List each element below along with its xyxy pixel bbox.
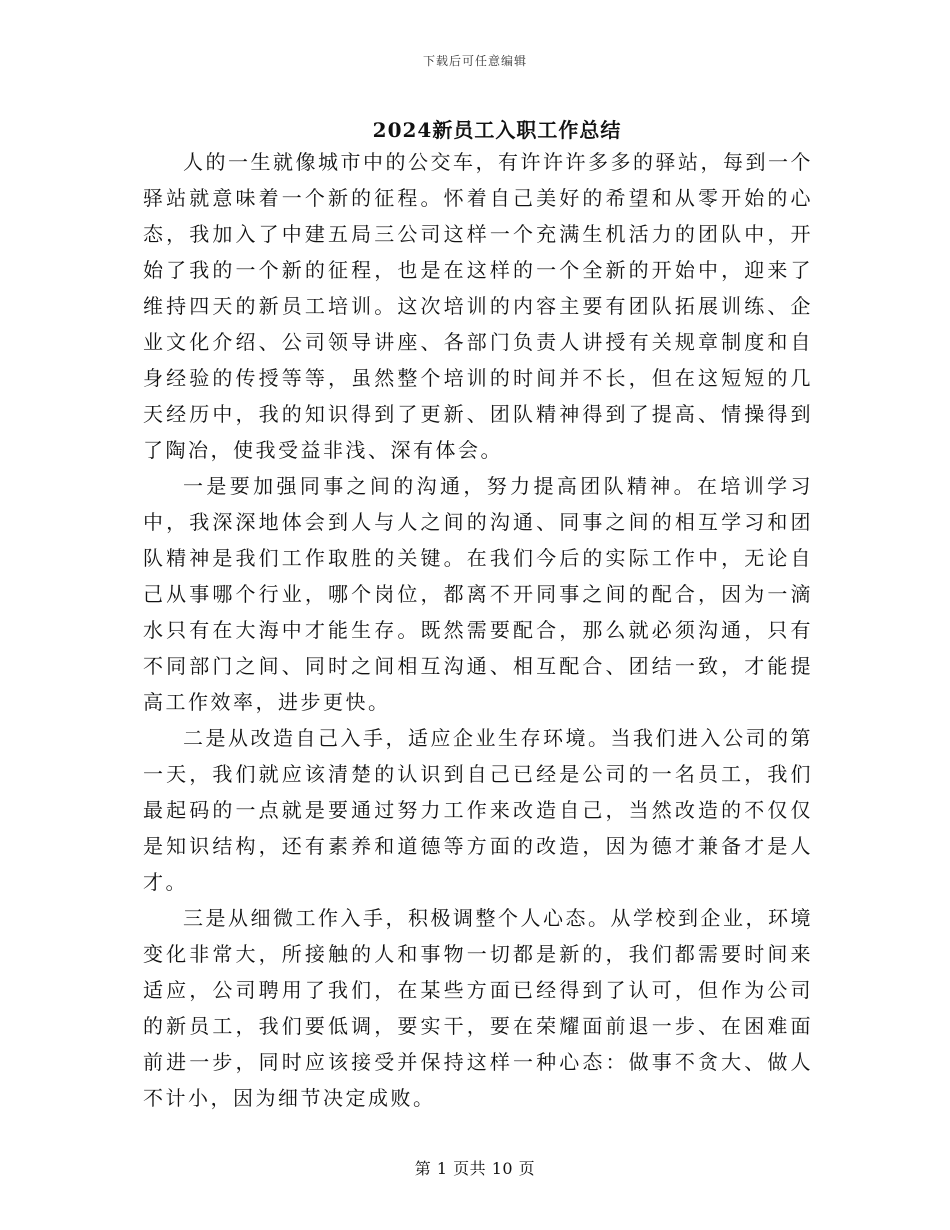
paragraph-4: 三是从细微工作入手，积极调整个人心态。从学校到企业，环境变化非常大，所接触的人和事物一切都是新的，我们都需要时间来适应，公司聘用了我们，在某些方面已经得到了认可，但作为公司的新员工，我们要低调，要实干，要在荣耀面前退一步、在困难面前进一步，同时应该接受并保持这样一种心态：做事不贪大、做人不计小，因为细节决定成败。 [143,906,813,1110]
paragraph-1: 人的一生就像城市中的公交车，有许许许多多的驿站，每到一个驿站就意味着一个新的征程。怀着自己美好的希望和从零开始的心态，我加入了中建五局三公司这样一个充满生机活力的团队中，开始了我的一个新的征程，也是在这样的一个全新的开始中，迎来了维持四天的新员工培训。这次培训的内容主要有团队拓展训练、企业文化介绍、公司领导讲座、各部门负责人讲授有关规章制度和自身经验的传授等等，虽然整个培训的时间并不长，但在这短短的几天经历中，我的知识得到了更新、团队精神得到了提高、情操得到了陶冶，使我受益非浅、深有体会。 [143,150,813,462]
paragraph-2: 一是要加强同事之间的沟通，努力提高团队精神。在培训学习中，我深深地体会到人与人之间的沟通、同事之间的相互学习和团队精神是我们工作取胜的关键。在我们今后的实际工作中，无论自己从事哪个行业，哪个岗位，都离不开同事之间的配合，因为一滴水只有在大海中才能生存。既然需要配合，那么就必须沟通，只有不同部门之间、同时之间相互沟通、相互配合、团结一致，才能提高工作效率，进步更快。 [143,474,813,714]
document-body [143,144,813,1116]
page-number-footer: 第 1 页共 10 页 [414,1159,536,1178]
paragraph-3: 二是从改造自己入手，适应企业生存环境。当我们进入公司的第一天，我们就应该清楚的认识到自己已经是公司的一名员工，我们最起码的一点就是要通过努力工作来改造自己，当然改造的不仅仅是知识结构，还有素养和道德等方面的改造，因为德才兼备才是人才。 [143,726,813,894]
document-title: 2024新员工入职工作总结 [372,118,622,142]
page-header-note: 下载后可任意编辑 [422,54,527,68]
